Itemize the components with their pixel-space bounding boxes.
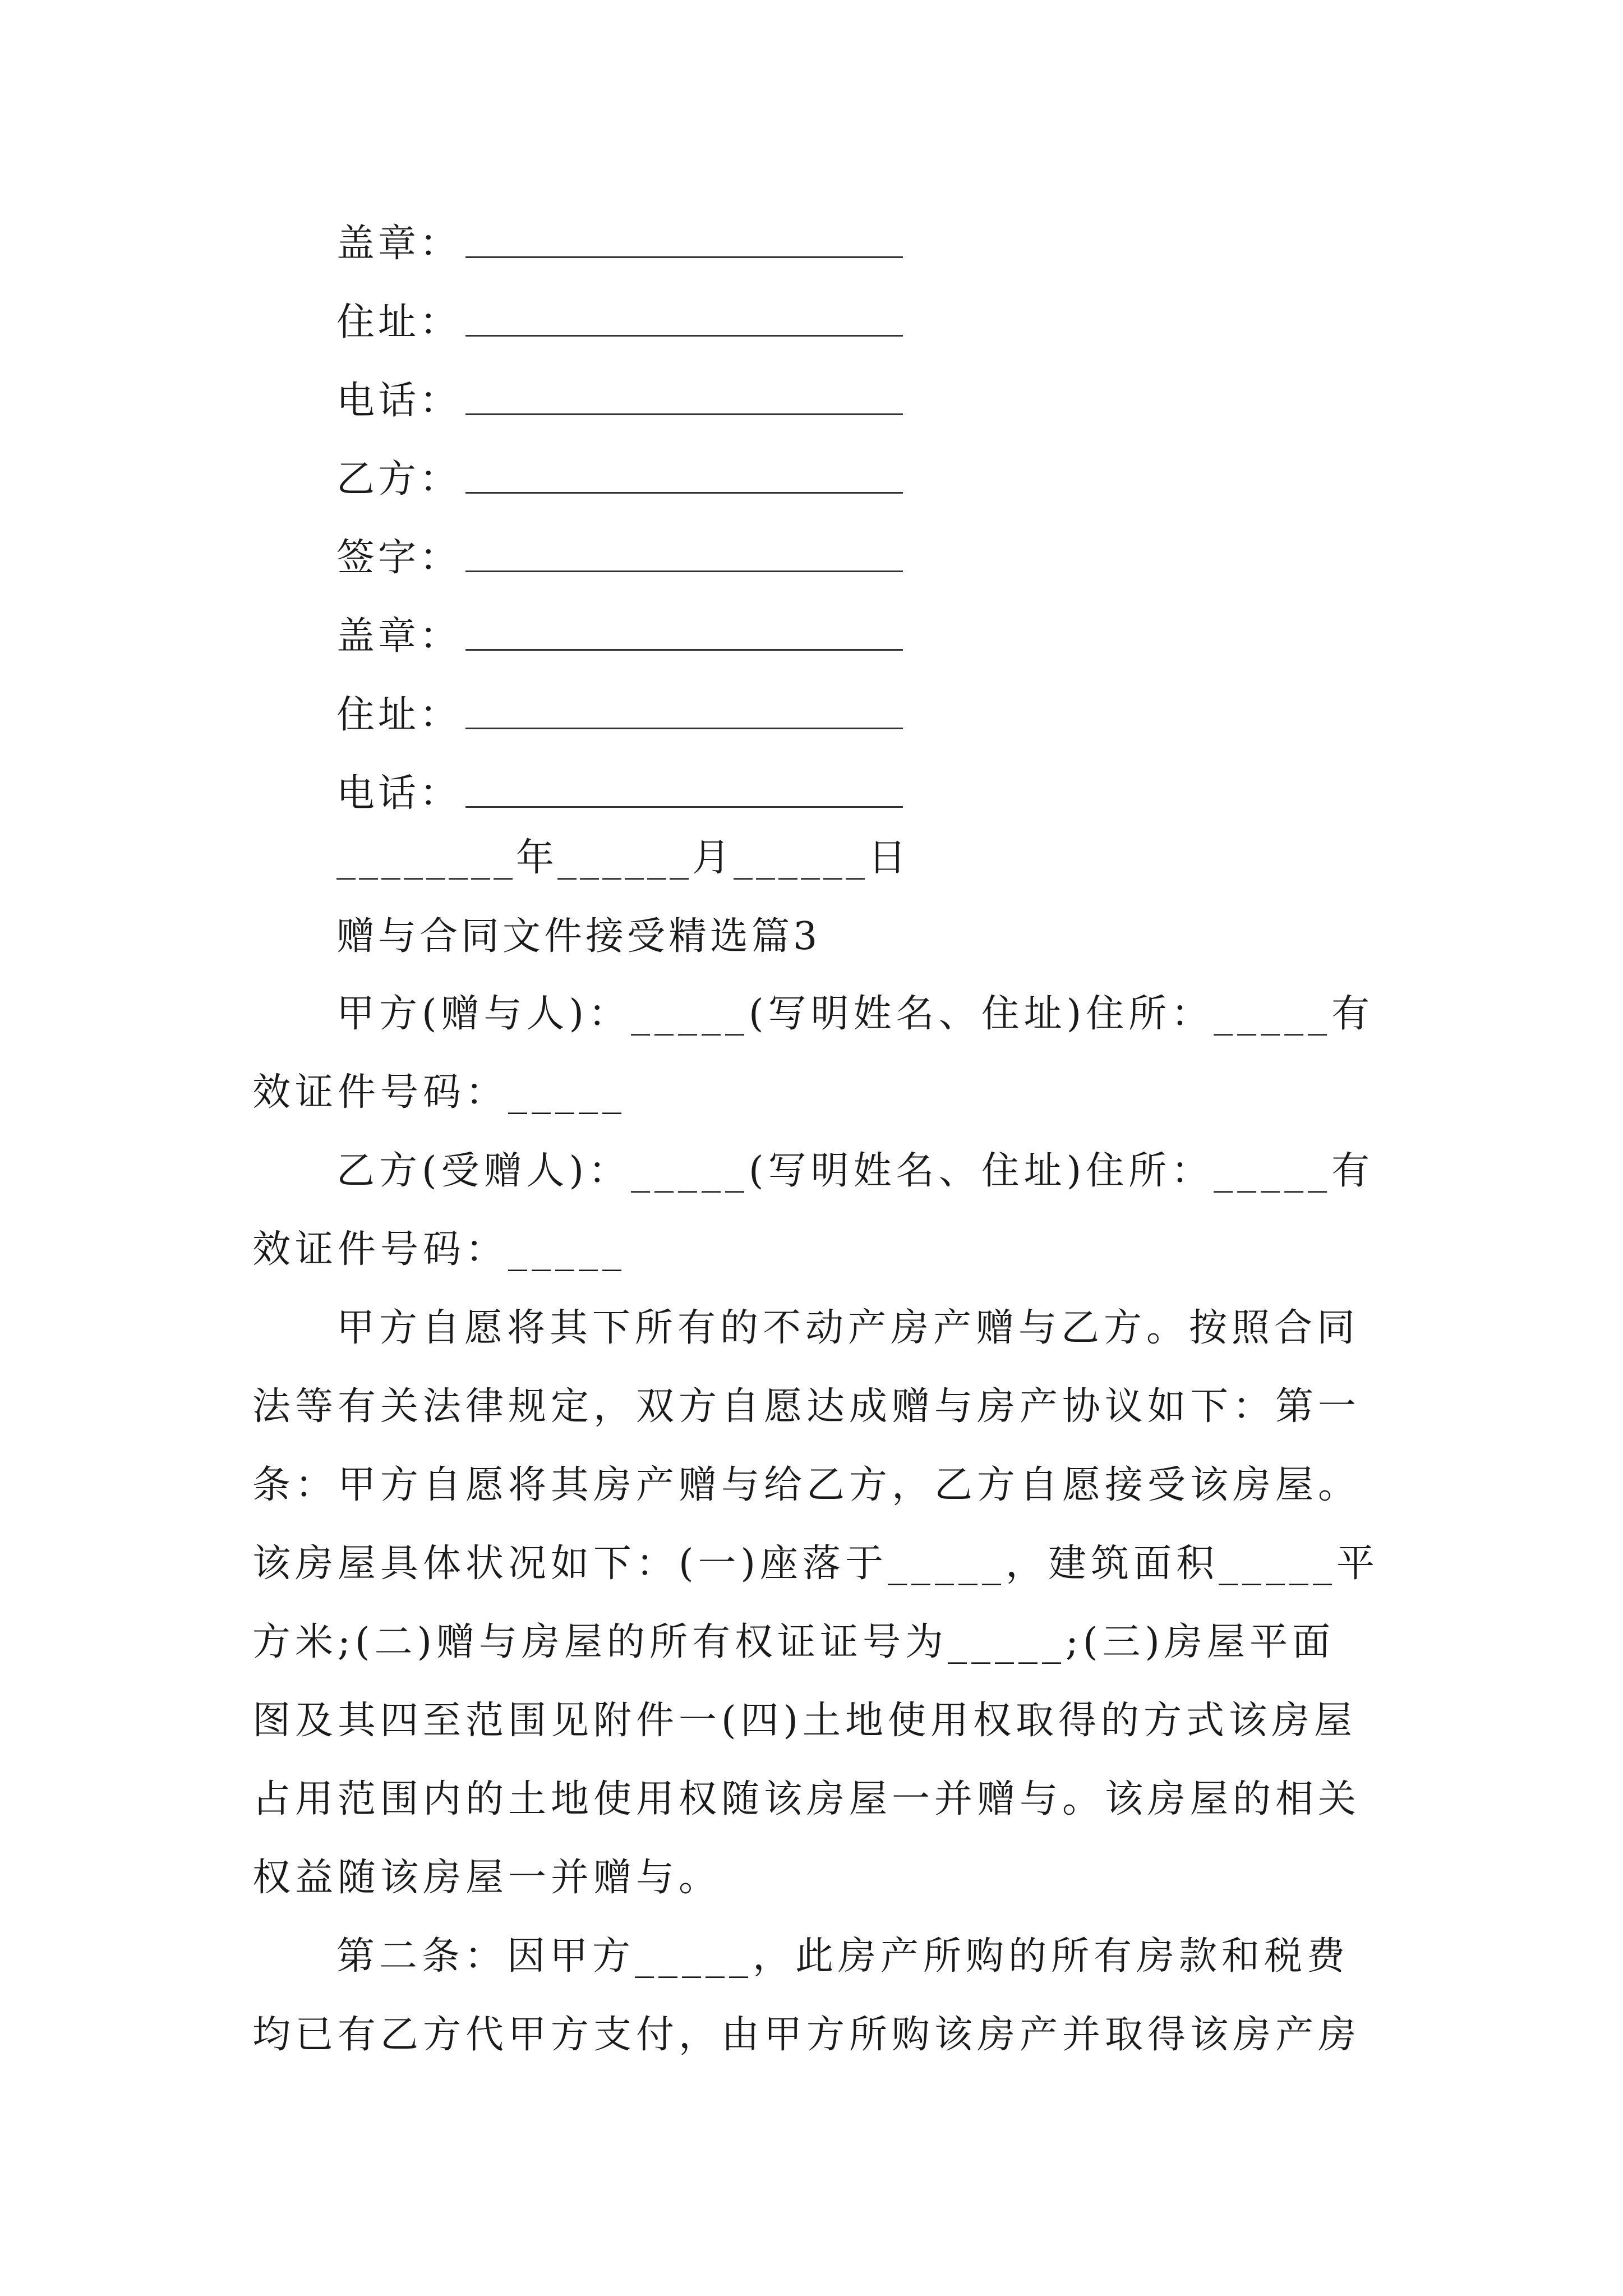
field-colon: ： (419, 771, 458, 816)
field-colon: ： (419, 614, 458, 659)
party-a-line-1: 甲方(赠与人)：_____(写明姓名、住址)住所：_____有 (336, 992, 1375, 1036)
blank-underline (465, 728, 903, 729)
blank-underline (465, 806, 903, 808)
field-row-party-b (336, 452, 458, 508)
blank-underline (465, 570, 903, 572)
paragraph-1-line: 该房屋具体状况如下：(一)座落于_____，建筑面积_____平 (252, 1542, 1380, 1586)
field-label: 住址 (336, 693, 420, 737)
field-label: 盖章 (336, 614, 420, 659)
field-label: 盖章 (336, 222, 420, 266)
paragraph-1-line: 条：甲方自愿将其房产赠与给乙方，乙方自愿接受该房屋。 (252, 1463, 1361, 1507)
field-colon: ： (419, 222, 458, 266)
field-label: 住址 (336, 300, 420, 344)
field-colon: ： (419, 693, 458, 737)
blank-underline (465, 256, 903, 258)
blank-underline (465, 649, 903, 651)
field-row-address-1 (336, 295, 458, 351)
field-colon: ： (419, 300, 458, 344)
field-label: 乙方 (336, 457, 420, 501)
paragraph-2-line: 第二条：因甲方_____，此房产所购的所有房款和税费 (336, 1934, 1350, 1978)
field-label: 签字 (336, 536, 420, 580)
date-line: ________年______月______日 (336, 836, 910, 880)
field-label: 电话 (336, 379, 420, 423)
blank-underline (465, 413, 903, 415)
field-row-phone-2 (336, 766, 458, 822)
paragraph-1-line: 占用范围内的土地使用权随该房屋一并赠与。该房屋的相关 (252, 1777, 1361, 1821)
field-colon: ： (419, 457, 458, 501)
paragraph-1-line: 图及其四至范围见附件一(四)土地使用权取得的方式该房屋 (252, 1699, 1357, 1743)
blank-underline (465, 335, 903, 337)
field-row-phone-1 (336, 373, 458, 429)
section-title: 赠与合同文件接受精选篇3 (336, 914, 821, 959)
field-colon: ： (419, 536, 458, 580)
field-row-signature (336, 530, 458, 586)
field-row-address-2 (336, 687, 458, 743)
field-label: 电话 (336, 771, 420, 816)
paragraph-1-line: 法等有关法律规定，双方自愿达成赠与房产协议如下：第一 (252, 1384, 1361, 1429)
paragraph-1-line: 方米;(二)赠与房屋的所有权证证号为_____;(三)房屋平面 (252, 1620, 1335, 1664)
party-b-line-1: 乙方(受赠人)：_____(写明姓名、住址)住所：_____有 (336, 1149, 1375, 1193)
field-row-seal-1 (336, 216, 458, 272)
field-row-seal-2 (336, 609, 458, 665)
paragraph-1-line: 甲方自愿将其下所有的不动产房产赠与乙方。按照合同 (336, 1306, 1360, 1350)
party-b-line-2: 效证件号码：_____ (252, 1227, 626, 1272)
party-a-line-2: 效证件号码：_____ (252, 1070, 626, 1115)
blank-underline (465, 492, 903, 494)
paragraph-1-line: 权益随该房屋一并赠与。 (252, 1856, 722, 1900)
paragraph-2-line: 均已有乙方代甲方支付，由甲方所购该房产并取得该房产房 (252, 2013, 1361, 2057)
field-colon: ： (419, 379, 458, 423)
